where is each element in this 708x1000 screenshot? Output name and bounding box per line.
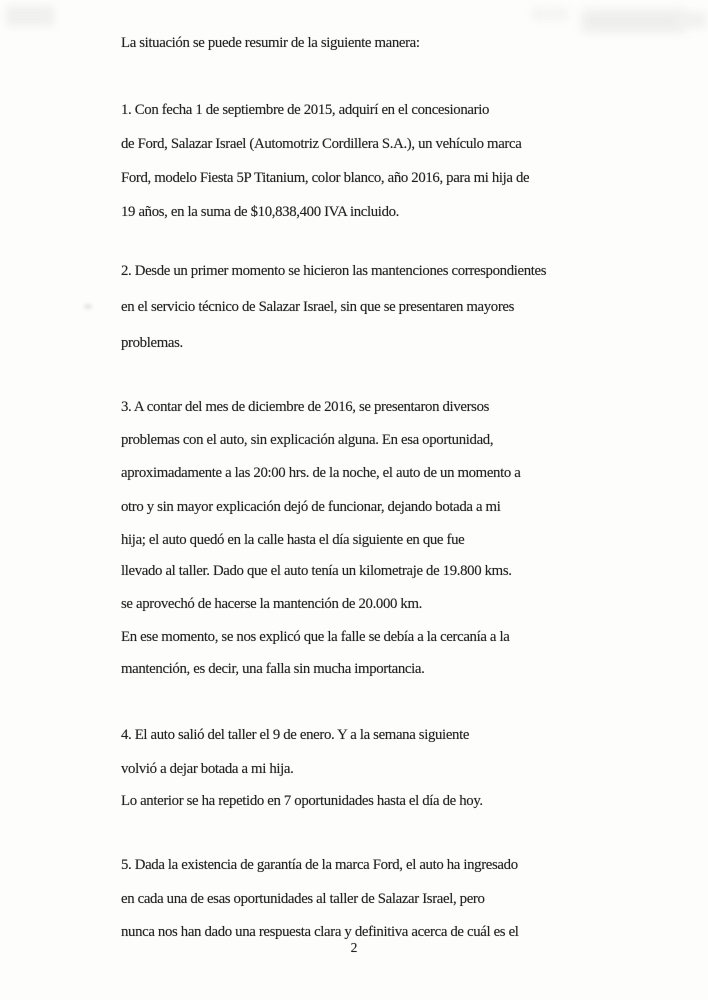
doc-line: aproximadamente a las 20:00 hrs. de la noche, el auto de un momento a — [121, 465, 521, 481]
scan-artifact — [84, 304, 92, 309]
doc-line: problemas con el auto, sin explicación alguna. En esa oportunidad, — [121, 432, 494, 448]
doc-line: de Ford, Salazar Israel (Automotriz Cordillera S.A.), un vehículo marca — [121, 136, 522, 152]
doc-line: hija; el auto quedó en la calle hasta el día siguiente en que fue — [121, 532, 465, 548]
doc-line: En ese momento, se nos explicó que la falle se debía a la cercanía a la — [121, 629, 510, 645]
doc-line: 1. Con fecha 1 de septiembre de 2015, adquirí en el concesionario — [121, 102, 490, 118]
doc-line: nunca nos han dado una respuesta clara y definitiva acerca de cuál es el — [121, 924, 519, 940]
intro-line: La situación se puede resumir de la siguiente manera: — [121, 35, 420, 51]
doc-line: mantención, es decir, una falla sin mucha importancia. — [121, 661, 425, 677]
doc-line: 2. Desde un primer momento se hicieron las mantenciones correspondientes — [121, 263, 547, 279]
doc-line: 4. El auto salió del taller el 9 de enero. Y a la semana siguiente — [121, 727, 470, 743]
doc-line: en el servicio técnico de Salazar Israel, sin que se presentaren mayores — [121, 299, 515, 315]
scan-artifact — [6, 6, 54, 26]
scan-artifact — [582, 10, 684, 32]
scan-artifact — [676, 12, 706, 28]
doc-line: llevado al taller. Dado que el auto tenía un kilometraje de 19.800 kms. — [121, 563, 512, 579]
doc-line: Lo anterior se ha repetido en 7 oportunidades hasta el día de hoy. — [121, 793, 483, 809]
doc-line: 3. A contar del mes de diciembre de 2016, se presentaron diversos — [121, 399, 490, 415]
doc-line: problemas. — [121, 335, 183, 351]
doc-line: 19 años, en la suma de $10,838,400 IVA incluido. — [121, 204, 400, 220]
doc-line: volvió a dejar botada a mi hija. — [121, 761, 294, 777]
doc-line: se aprovechó de hacerse la mantención de 20.000 km. — [121, 596, 422, 612]
page-number: 2 — [350, 940, 358, 955]
doc-line: en cada una de esas oportunidades al taller de Salazar Israel, pero — [121, 891, 485, 907]
doc-line: Ford, modelo Fiesta 5P Titanium, color blanco, año 2016, para mi hija de — [121, 170, 530, 186]
doc-line: otro y sin mayor explicación dejó de funcionar, dejando botada a mi — [121, 499, 501, 515]
doc-line: 5. Dada la existencia de garantía de la marca Ford, el auto ha ingresado — [121, 857, 518, 873]
scan-artifact — [532, 8, 568, 20]
